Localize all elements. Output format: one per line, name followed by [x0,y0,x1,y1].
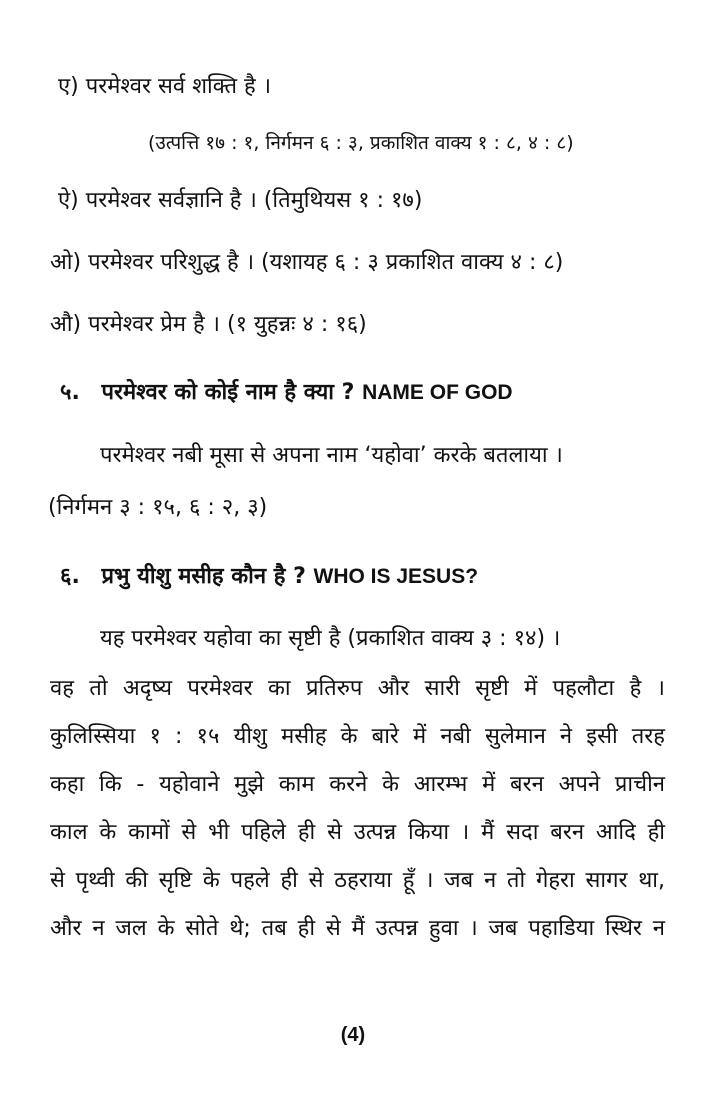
page-number: (4) [340,1024,366,1046]
paragraph-line: कहा कि - यहोवाने मुझे काम करने के आरम्भ में बरन अपने प्राचीन [50,772,665,797]
list-text: परमेश्वर प्रेम है । (१ युहन्नः ४ : १६) [88,312,367,337]
section-6-heading [60,562,478,592]
attribute-au [50,310,367,340]
attribute-e [58,72,271,102]
paragraph-line: यह परमेश्वर यहोवा का सृष्टी है (प्रकाशित वाक्य ३ : १४) । [100,626,561,651]
section-title-hindi: प्रभु यीशु मसीह कौन है ? [101,564,306,589]
list-text: परमेश्वर सर्व शक्ति है । [85,74,272,99]
section-title-hindi: परमेश्वर को कोई नाम है क्या ? [101,380,355,405]
paragraph-line: और न जल के सोते थे; तब ही से मैं उत्पन्न हुवा । जब पहाडिया स्थिर न [50,916,665,941]
paragraph-line: से पृथ्वी की सृष्टि के पहले ही से ठहराया हूँ । जब न तो गेहरा सागर था, [50,868,665,893]
section-number: ६. [60,564,80,589]
section-number: ५. [60,380,80,405]
list-marker: ओ) [50,250,82,275]
paragraph-line: (निर्गमन ३ : १५, ६ : २, ३) [48,495,268,520]
attribute-o [50,248,563,278]
paragraph-line: कुलिस्सिया १ : १५ यीशु मसीह के बारे में नबी सुलेमान ने इसी तरह [50,724,665,749]
list-text: परमेश्वर सर्वज्ञानि है । (तिमुथियस १ : १७) [85,188,423,213]
paragraph-line: परमेश्वर नबी मूसा से अपना नाम ‘यहोवा’ करके बतलाया । [100,443,563,468]
attribute-e-reference [148,128,574,158]
attribute-ai [58,186,422,216]
list-marker: ऐ) [58,188,79,213]
paragraph-line: काल के कामों से भी पहिले ही से उत्पन्न किया । मैं सदा बरन आदि ही [50,820,665,845]
section-title-english: NAME OF GOD [362,381,513,404]
list-marker: औ) [50,312,82,337]
section-title-english: WHO IS JESUS? [313,565,479,588]
paragraph-line: वह तो अदृष्य परमेश्वर का प्रतिरुप और सारी सृष्टी में पहलौटा है । [50,676,665,701]
section-5-heading [60,378,513,408]
list-text: परमेश्वर परिशुद्ध है । (यशायह ६ : ३ प्रकाशित वाक्य ४ : ८) [88,250,564,275]
reference-text: (उत्पत्ति १७ : १, निर्गमन ६ : ३, प्रकाशित वाक्य १ : ८, ४ : ८) [148,132,574,154]
list-marker: ए) [58,74,79,99]
